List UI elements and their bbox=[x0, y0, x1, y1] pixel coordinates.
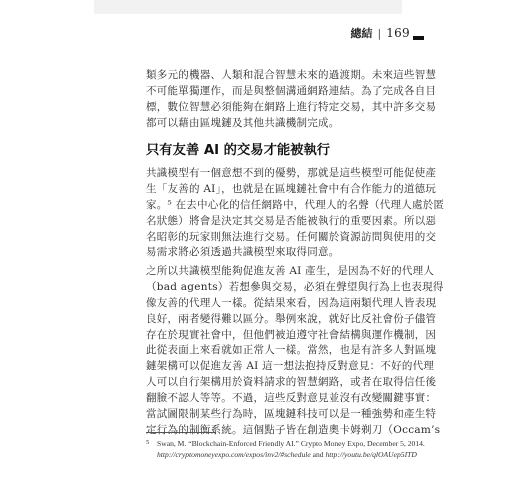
footnote-link-expo[interactable]: http://cryptomoneyexpo.com/expos/inv2/#schedule bbox=[157, 450, 311, 459]
footnote-rule bbox=[146, 432, 216, 433]
footnote-links bbox=[157, 449, 417, 460]
footnote-citation: Swan, M. “Blockchain-Enforced Friendly AI.” Crypto Money Expo, December 5, 2014. bbox=[157, 439, 425, 448]
chapter-title: 總結 bbox=[350, 27, 373, 40]
page-number: 169 bbox=[386, 26, 410, 40]
text-line: 易需求將必須透過共識模型來取得同意。 bbox=[146, 246, 340, 259]
text-line: 當試圖限制某些行為時，區塊鏈科技可以是一種強勢和產生特 bbox=[146, 408, 437, 421]
paragraph-2 bbox=[146, 166, 445, 261]
footnote-number: 5 bbox=[146, 439, 150, 446]
text-line: 存在於現實社會中，但他們被迫遵守社會結構與運作機制，因 bbox=[146, 328, 437, 341]
footnote-link-youtube[interactable]: http://youtu.be/qlOAUep5ITD bbox=[325, 450, 417, 459]
text-line: 鏈架構可以促進友善 AI 這一想法抱持反對意見：不好的代理 bbox=[146, 360, 435, 373]
text-line: 之所以共識模型能夠促進友善 AI 產生，是因為不好的代理人 bbox=[146, 265, 435, 277]
text-line: 家。⁵ 在去中心化的信任網路中，代理人的名聲（代理人處於匿 bbox=[146, 198, 445, 211]
running-header bbox=[320, 24, 410, 42]
section-title: 只有友善 AI 的交易才能被執行 bbox=[146, 143, 331, 158]
text-line: 良好，兩者變得難以區分。舉例來說，就好比反社會份子儘管 bbox=[146, 312, 437, 325]
footnote bbox=[146, 438, 425, 460]
text-line: 類多元的機器、人類和混合智慧未來的過渡期。未來這些智慧 bbox=[146, 69, 437, 81]
text-line: 都可以藉由區塊鏈及其他共識機制完成。 bbox=[146, 116, 340, 129]
text-line: 共識模型有一個意想不到的優勢，那就是這些模型可能促使產 bbox=[146, 167, 437, 179]
text-line: 翻臉不認人等等。不過，這些反對意見並沒有改變關鍵事實： bbox=[146, 392, 437, 405]
footnote-conjunction: and bbox=[310, 450, 326, 459]
header-separator: | bbox=[377, 26, 382, 40]
text-line: 像友善的代理人一樣。從結果來看，因為這兩類代理人皆表現 bbox=[146, 296, 437, 309]
top-band bbox=[94, 0, 402, 14]
paragraph-3 bbox=[146, 264, 444, 439]
text-line: 標，數位智慧必須能夠在網路上進行特定交易，其中許多交易 bbox=[146, 100, 437, 113]
text-line: 生「友善的 AI」，也就是在區塊鏈社會中有合作能力的道德玩 bbox=[146, 182, 437, 195]
text-line: 不可能單獨運作，而是與整個溝通網路連結。為了完成各自目 bbox=[146, 84, 437, 97]
text-line: 名狀態）將會是決定其交易是否能被執行的重要因素。所以惡 bbox=[146, 214, 437, 227]
paragraph-1 bbox=[146, 68, 437, 132]
text-line: 定行為的制衡系統。這個點子皆在創造奧卡姆剃刀（Occam’s bbox=[146, 423, 441, 436]
text-line: （bad agents）若想參與交易，必須在聲望與行為上也表現得 bbox=[146, 280, 444, 293]
text-line: 名昭彰的玩家則無法進行交易。任何關於資源訪問與使用的交 bbox=[146, 230, 437, 243]
header-tab-mark bbox=[413, 36, 424, 40]
text-line: 此從表面上來看就如正常人一樣。當然，也是有許多人對區塊 bbox=[146, 344, 437, 357]
text-line: 人可以自行架構用於資料請求的智慧網路，或者在取得信任後 bbox=[146, 376, 437, 389]
